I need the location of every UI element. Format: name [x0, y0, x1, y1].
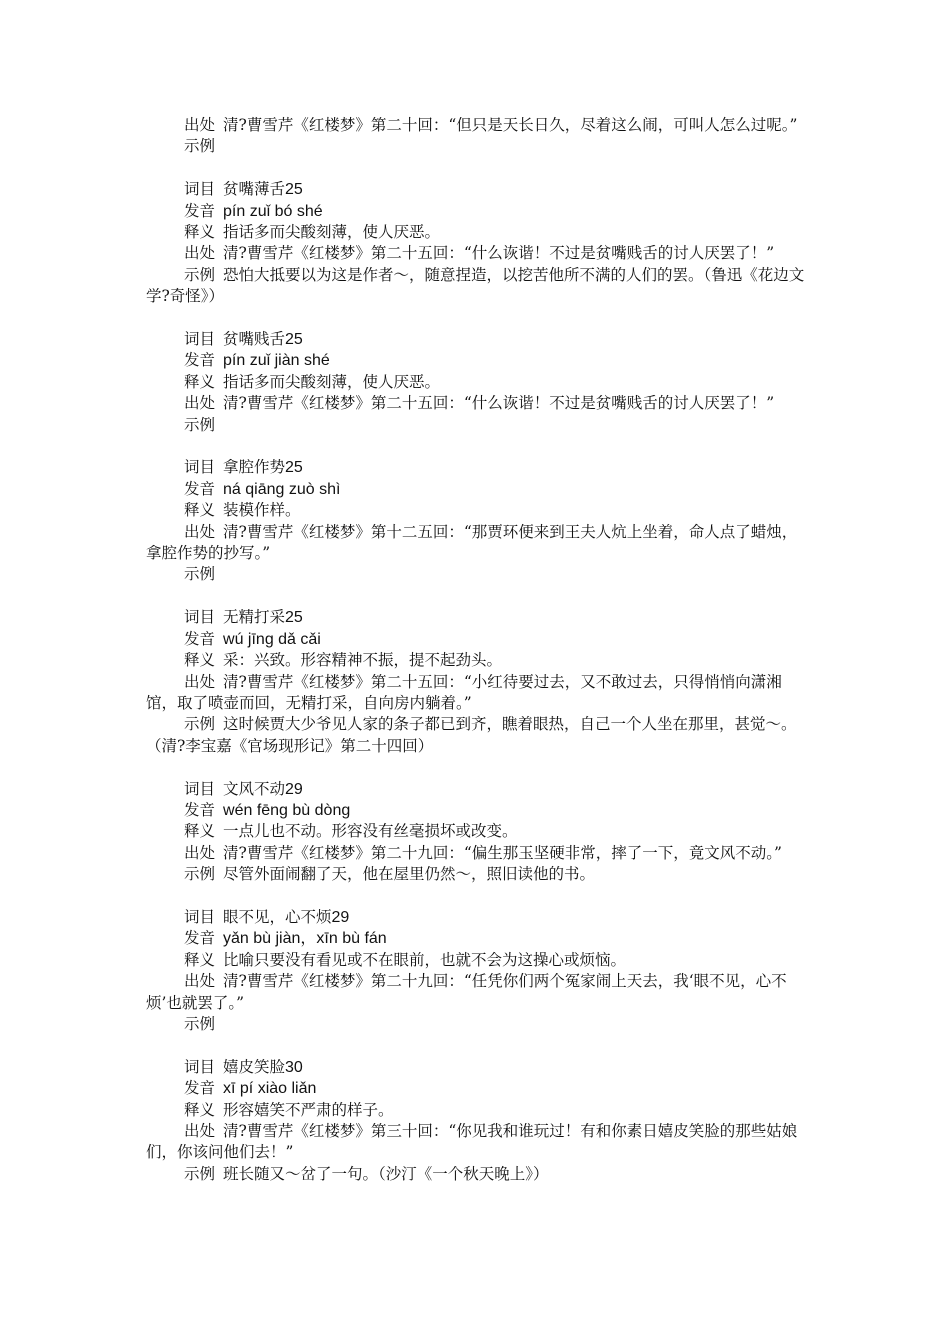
example-label: 示例	[184, 265, 216, 284]
example-label: 示例	[184, 415, 216, 434]
example-text: 这时候贾大少爷见人家的条子都已到齐，瞧着眼热，自己一个人坐在那里，甚觉～。（清?李宝嘉《官场现形记》第二十四回）	[146, 715, 797, 755]
intro-source-line	[146, 115, 810, 136]
term-line	[146, 907, 810, 928]
pinyin-text: xī pí xiào liǎn	[223, 1080, 317, 1098]
example-text: 班长随又～岔了一句。（沙汀《一个秋天晚上》）	[223, 1164, 549, 1183]
entry-spacer	[146, 436, 810, 457]
meaning-text: 形容嬉笑不严肃的样子。	[223, 1100, 394, 1119]
term-number: 25	[285, 181, 303, 199]
term-number: 25	[285, 459, 303, 477]
term-label: 词目	[184, 1057, 216, 1076]
source-label: 出处	[184, 116, 216, 134]
meaning-text: 一点儿也不动。形容没有丝毫损坏或改变。	[223, 822, 518, 841]
example-line	[146, 415, 810, 436]
term-label: 词目	[184, 608, 216, 627]
term-number: 30	[285, 1058, 303, 1076]
term-line	[146, 607, 810, 628]
pinyin-text: ná qiāng zuò shì	[223, 480, 341, 498]
dictionary-entry	[146, 158, 810, 308]
meaning-text: 采：兴致。形容精神不振，提不起劲头。	[223, 651, 503, 670]
meaning-label: 释义	[184, 822, 216, 841]
meaning-text: 比喻只要没有看见或不在眼前，也就不会为这操心或烦恼。	[223, 950, 627, 969]
source-line	[146, 522, 810, 565]
pron-line	[146, 928, 810, 949]
source-text: 清?曹雪芹《红楼梦》第二十五回：“小红待要过去，又不敢过去，只得悄悄向潇湘馆，取了喷壶而回，无精打采，自向房内躺着。”	[146, 672, 782, 712]
dictionary-entry	[146, 886, 810, 1036]
meaning-line	[146, 950, 810, 971]
pron-label: 发音	[184, 351, 216, 370]
example-line	[146, 1164, 810, 1185]
meaning-line	[146, 500, 810, 521]
pron-label: 发音	[184, 629, 216, 648]
pron-line	[146, 1078, 810, 1099]
source-text: 清?曹雪芹《红楼梦》第二十五回：“什么诙谐！不过是贫嘴贱舌的讨人厌罢了！”	[223, 394, 775, 413]
entry-spacer	[146, 757, 810, 778]
example-label: 示例	[184, 565, 216, 584]
example-label: 示例	[184, 137, 216, 156]
example-line	[146, 564, 810, 585]
meaning-line	[146, 821, 810, 842]
example-line	[146, 265, 810, 308]
pron-label: 发音	[184, 929, 216, 948]
meaning-label: 释义	[184, 501, 216, 520]
example-line	[146, 714, 810, 757]
dictionary-entry	[146, 436, 810, 586]
pron-label: 发音	[184, 479, 216, 498]
source-line	[146, 393, 810, 414]
source-line	[146, 843, 810, 864]
term-line	[146, 779, 810, 800]
dictionary-entry	[146, 757, 810, 885]
term-label: 词目	[184, 458, 216, 477]
meaning-line	[146, 1100, 810, 1121]
term-text: 无精打采	[223, 608, 286, 627]
pron-line	[146, 479, 810, 500]
source-text: 清?曹雪芹《红楼梦》第二十回：“但只是天长日久，尽着这么闹，可叫人怎么过呢。”	[223, 116, 798, 134]
source-label: 出处	[184, 394, 216, 413]
source-label: 出处	[184, 843, 216, 862]
term-label: 词目	[184, 907, 216, 926]
term-label: 词目	[184, 779, 216, 798]
example-line	[146, 1014, 810, 1035]
source-label: 出处	[184, 522, 216, 541]
example-line	[146, 864, 810, 885]
term-number: 25	[285, 331, 303, 349]
source-text: 清?曹雪芹《红楼梦》第二十九回：“偏生那玉坚硬非常，摔了一下，竟文风不动。”	[223, 843, 782, 862]
entry-spacer	[146, 1035, 810, 1056]
pinyin-text: pín zuǐ bó shé	[223, 202, 323, 220]
meaning-line	[146, 222, 810, 243]
term-line	[146, 329, 810, 350]
pron-line	[146, 350, 810, 371]
pinyin-text: wú jīng dǎ cǎi	[223, 630, 321, 648]
term-line	[146, 179, 810, 200]
term-label: 词目	[184, 180, 216, 199]
term-label: 词目	[184, 330, 216, 349]
meaning-label: 释义	[184, 1100, 216, 1119]
term-text: 贫嘴贱舌	[223, 330, 286, 349]
pron-line	[146, 201, 810, 222]
entry-spacer	[146, 886, 810, 907]
example-label: 示例	[184, 1164, 216, 1183]
meaning-label: 释义	[184, 223, 216, 242]
source-line	[146, 243, 810, 264]
meaning-label: 释义	[184, 372, 216, 391]
source-label: 出处	[184, 972, 216, 991]
pron-line	[146, 800, 810, 821]
source-text: 清?曹雪芹《红楼梦》第二十九回：“任凭你们两个冤家闹上天去，我‘眼不见，心不烦’也就罢了。”	[146, 972, 787, 1012]
meaning-label: 释义	[184, 950, 216, 969]
term-number: 25	[285, 609, 303, 627]
term-text: 文风不动	[223, 779, 286, 798]
entry-spacer	[146, 158, 810, 179]
example-label: 示例	[184, 715, 216, 734]
source-label: 出处	[184, 672, 216, 691]
entry-spacer	[146, 586, 810, 607]
dictionary-entry	[146, 1035, 810, 1185]
term-text: 嬉皮笑脸	[223, 1057, 286, 1076]
term-number: 29	[331, 908, 350, 926]
meaning-line	[146, 372, 810, 393]
pron-label: 发音	[184, 201, 216, 220]
meaning-line	[146, 650, 810, 671]
intro-example-line	[146, 136, 810, 157]
pron-label: 发音	[184, 1079, 216, 1098]
pron-line	[146, 629, 810, 650]
term-line	[146, 1057, 810, 1078]
term-text: 眼不见，心不烦	[223, 907, 332, 926]
source-label: 出处	[184, 244, 216, 263]
dictionary-text	[146, 115, 810, 1185]
example-label: 示例	[184, 865, 216, 884]
dictionary-entry	[146, 308, 810, 436]
pinyin-text: wén fēng bù dòng	[223, 801, 351, 819]
source-line	[146, 971, 810, 1014]
source-line	[146, 672, 810, 715]
term-number: 29	[285, 780, 303, 798]
source-text: 清?曹雪芹《红楼梦》第十二五回：“那贾环便来到王夫人炕上坐着，命人点了蜡烛，拿腔作势的抄写。”	[146, 522, 798, 563]
example-text: 尽管外面闹翻了天，他在屋里仍然～，照旧读他的书。	[223, 865, 596, 884]
pinyin-text: yǎn bù jiàn，xīn bù fán	[223, 930, 387, 948]
entry-list	[146, 158, 810, 1185]
pinyin-text: pín zuǐ jiàn shé	[223, 352, 330, 370]
dictionary-entry	[146, 586, 810, 757]
source-text: 清?曹雪芹《红楼梦》第二十五回：“什么诙谐！不过是贫嘴贱舌的讨人厌罢了！”	[223, 244, 775, 263]
meaning-label: 释义	[184, 651, 216, 670]
example-label: 示例	[184, 1014, 216, 1033]
meaning-text: 指话多而尖酸刻薄，使人厌恶。	[223, 223, 441, 242]
term-text: 拿腔作势	[223, 458, 286, 477]
meaning-text: 指话多而尖酸刻薄，使人厌恶。	[223, 372, 441, 391]
term-line	[146, 457, 810, 478]
example-text: 恐怕大抵要以为这是作者～，随意捏造，以挖苦他所不满的人们的罢。（鲁迅《花边文学?奇怪》）	[146, 265, 805, 306]
source-label: 出处	[184, 1121, 216, 1140]
entry-spacer	[146, 308, 810, 329]
source-line	[146, 1121, 810, 1164]
meaning-text: 装模作样。	[223, 501, 301, 520]
term-text: 贫嘴薄舌	[223, 180, 286, 199]
pron-label: 发音	[184, 800, 216, 819]
source-text: 清?曹雪芹《红楼梦》第三十回：“你见我和谁玩过！有和你素日嬉皮笑脸的那些姑娘们，你该问他们去！”	[146, 1121, 798, 1162]
